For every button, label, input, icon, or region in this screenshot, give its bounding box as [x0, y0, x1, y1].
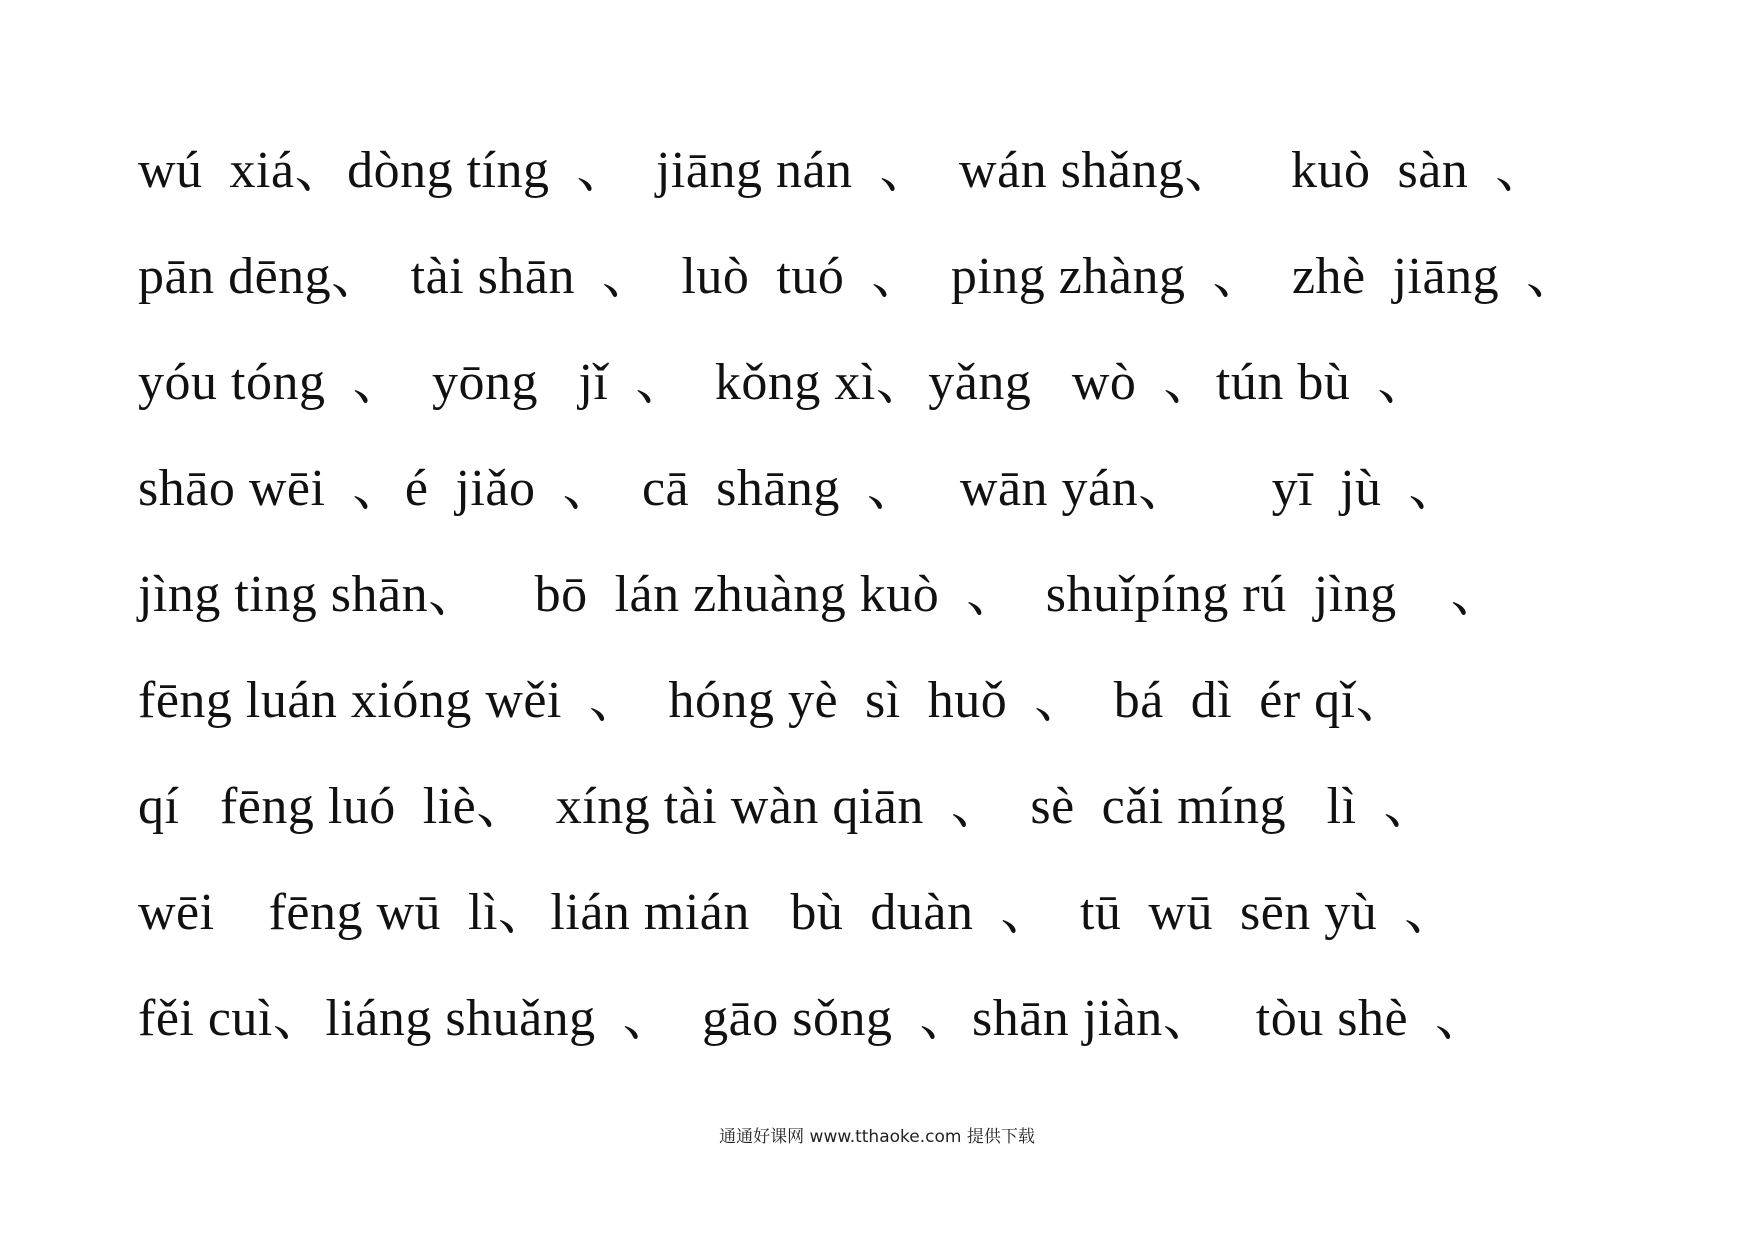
pinyin-line-3: yóu tóng 、 yōng jǐ 、 kǒng xì、yǎng wò 、tún bù 、 — [138, 354, 1430, 411]
pinyin-line-7: qí fēng luó liè、 xíng tài wàn qiān 、 sè cǎi míng lì 、 — [138, 778, 1437, 835]
footer-credit: 通通好课网 www.tthaoke.com 提供下载 — [719, 1127, 1035, 1147]
pinyin-line-5: jìng ting shān、 bō lán zhuàng kuò 、 shuǐpíng rú jìng 、 — [138, 566, 1504, 623]
pinyin-line-8: wēi fēng wū lì、lián mián bù duàn 、 tū wū sēn yù 、 — [138, 884, 1457, 941]
pinyin-line-1: wú xiá、dòng tíng 、 jiāng nán 、 wán shǎng、 kuò sàn 、 — [138, 142, 1548, 199]
pinyin-lines — [138, 118, 1658, 1072]
pinyin-line-6: fēng luán xióng wěi 、 hóng yè sì huǒ 、 bá dì ér qǐ、 — [138, 672, 1409, 729]
pinyin-line-4: shāo wēi 、é jiǎo 、 cā shāng 、 wān yán、 yī jù 、 — [138, 460, 1462, 517]
pinyin-line-2: pān dēng、 tài shān 、 luò tuó 、 ping zhàng 、 zhè jiāng 、 — [138, 248, 1579, 305]
pinyin-line-9: fěi cuì、liáng shuǎng 、 gāo sǒng 、shān jiàn、 tòu shè 、 — [138, 990, 1488, 1047]
